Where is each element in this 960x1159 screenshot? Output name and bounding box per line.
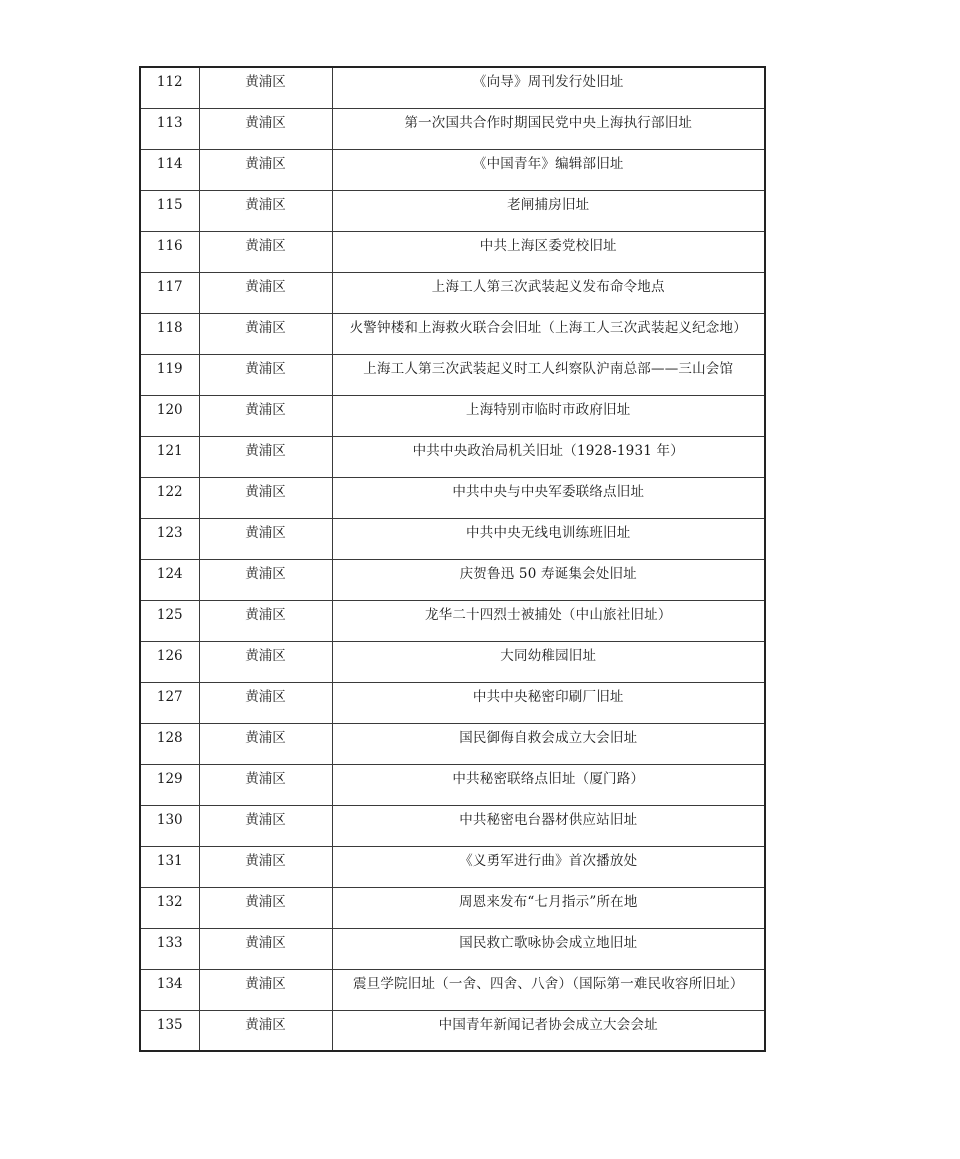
district: 黄浦区 <box>245 237 286 254</box>
table-row <box>140 67 765 108</box>
row-number-cell <box>140 723 199 764</box>
row-number: 131 <box>156 852 183 869</box>
site-name-cell <box>332 887 765 928</box>
row-number-cell <box>140 395 199 436</box>
district-cell <box>199 272 332 313</box>
district: 黄浦区 <box>245 524 286 541</box>
site-name-cell <box>332 846 765 887</box>
site-name-cell <box>332 67 765 108</box>
district-cell <box>199 67 332 108</box>
row-number: 118 <box>156 319 183 336</box>
row-number: 123 <box>156 524 183 541</box>
district: 黄浦区 <box>245 278 286 295</box>
row-number: 122 <box>156 483 183 500</box>
row-number-cell <box>140 354 199 395</box>
site-name-cell <box>332 764 765 805</box>
table-row <box>140 928 765 969</box>
site-name-cell <box>332 231 765 272</box>
row-number-cell <box>140 559 199 600</box>
site-name-cell <box>332 313 765 354</box>
site-name: 中共上海区委党校旧址 <box>479 237 617 254</box>
district-cell <box>199 313 332 354</box>
site-name: 上海特别市临时市政府旧址 <box>466 401 631 418</box>
district: 黄浦区 <box>245 934 286 951</box>
district: 黄浦区 <box>245 852 286 869</box>
table-row <box>140 313 765 354</box>
site-name: 中共中央无线电训练班旧址 <box>466 524 631 541</box>
row-number-cell <box>140 682 199 723</box>
site-name: 中共中央政治局机关旧址（1928-1931 年） <box>412 442 684 459</box>
district: 黄浦区 <box>245 74 286 90</box>
district-cell <box>199 846 332 887</box>
row-number: 125 <box>156 606 183 623</box>
district-cell <box>199 1010 332 1051</box>
row-number: 134 <box>156 975 183 992</box>
site-name-cell <box>332 969 765 1010</box>
district: 黄浦区 <box>245 606 286 623</box>
row-number-cell <box>140 477 199 518</box>
site-name-cell <box>332 928 765 969</box>
site-name: 中国青年新闻记者协会成立大会会址 <box>438 1016 658 1033</box>
row-number: 127 <box>156 688 183 705</box>
table-row <box>140 436 765 477</box>
site-name-cell <box>332 149 765 190</box>
district-cell <box>199 887 332 928</box>
district-cell <box>199 928 332 969</box>
row-number: 128 <box>156 729 183 746</box>
table-row <box>140 559 765 600</box>
row-number-cell <box>140 67 199 108</box>
site-name-cell <box>332 641 765 682</box>
site-name: 中共秘密联络点旧址（厦门路） <box>452 770 645 787</box>
row-number-cell <box>140 600 199 641</box>
row-number: 117 <box>156 278 183 295</box>
row-number: 124 <box>156 565 183 582</box>
table-row <box>140 354 765 395</box>
district: 黄浦区 <box>245 360 286 377</box>
site-name-cell <box>332 477 765 518</box>
district-cell <box>199 600 332 641</box>
district-cell <box>199 518 332 559</box>
district: 黄浦区 <box>245 811 286 828</box>
district-cell <box>199 559 332 600</box>
site-name: 第一次国共合作时期国民党中央上海执行部旧址 <box>404 114 693 131</box>
district: 黄浦区 <box>245 319 286 336</box>
district: 黄浦区 <box>245 401 286 418</box>
site-name: 国民救亡歌咏协会成立地旧址 <box>459 934 638 951</box>
site-name: 火警钟楼和上海救火联合会旧址（上海工人三次武装起义纪念地） <box>349 319 747 336</box>
site-name: 中共中央与中央军委联络点旧址 <box>452 483 645 500</box>
district: 黄浦区 <box>245 114 286 131</box>
table-row <box>140 805 765 846</box>
site-name-cell <box>332 682 765 723</box>
row-number-cell <box>140 231 199 272</box>
table-row <box>140 395 765 436</box>
site-name: 庆贺鲁迅 50 寿诞集会处旧址 <box>459 565 637 582</box>
row-number: 120 <box>156 401 183 418</box>
district-cell <box>199 395 332 436</box>
site-name-cell <box>332 600 765 641</box>
table-row <box>140 887 765 928</box>
district-cell <box>199 477 332 518</box>
row-number: 113 <box>156 114 183 131</box>
table-row <box>140 477 765 518</box>
row-number: 121 <box>156 442 183 459</box>
site-name-cell <box>332 436 765 477</box>
site-name: 大同幼稚园旧址 <box>500 647 597 664</box>
table-row <box>140 190 765 231</box>
table-row <box>140 600 765 641</box>
table-row <box>140 108 765 149</box>
district: 黄浦区 <box>245 196 286 213</box>
row-number-cell <box>140 969 199 1010</box>
row-number: 129 <box>156 770 183 787</box>
row-number-cell <box>140 641 199 682</box>
site-name-cell <box>332 395 765 436</box>
site-name: 中共秘密电台器材供应站旧址 <box>459 811 638 828</box>
site-name-cell <box>332 723 765 764</box>
district-cell <box>199 641 332 682</box>
site-name-cell <box>332 805 765 846</box>
row-number: 130 <box>156 811 183 828</box>
district-cell <box>199 805 332 846</box>
row-number: 119 <box>156 360 183 377</box>
heritage-sites-table <box>139 66 766 1052</box>
site-name: 上海工人第三次武装起义时工人纠察队沪南总部——三山会馆 <box>363 360 734 377</box>
district-cell <box>199 682 332 723</box>
row-number-cell <box>140 764 199 805</box>
district-cell <box>199 108 332 149</box>
row-number-cell <box>140 1010 199 1051</box>
district: 黄浦区 <box>245 483 286 500</box>
site-name-cell <box>332 190 765 231</box>
row-number: 135 <box>156 1016 183 1033</box>
site-name: 周恩来发布“七月指示”所在地 <box>458 893 638 910</box>
row-number-cell <box>140 518 199 559</box>
table-body <box>140 67 765 1051</box>
site-name: 《义勇军进行曲》首次播放处 <box>459 852 638 869</box>
row-number: 115 <box>156 196 183 213</box>
row-number: 114 <box>156 155 183 172</box>
district: 黄浦区 <box>245 565 286 582</box>
row-number: 116 <box>156 237 183 254</box>
table-row <box>140 231 765 272</box>
district-cell <box>199 149 332 190</box>
district: 黄浦区 <box>245 442 286 459</box>
district-cell <box>199 190 332 231</box>
table-row <box>140 272 765 313</box>
district-cell <box>199 764 332 805</box>
row-number-cell <box>140 313 199 354</box>
site-name-cell <box>332 559 765 600</box>
site-name: 《向导》周刊发行处旧址 <box>472 74 624 90</box>
site-name-cell <box>332 354 765 395</box>
row-number: 132 <box>156 893 183 910</box>
district: 黄浦区 <box>245 729 286 746</box>
district: 黄浦区 <box>245 647 286 664</box>
district-cell <box>199 231 332 272</box>
table-row <box>140 1010 765 1051</box>
row-number: 126 <box>156 647 183 664</box>
site-name: 老闸捕房旧址 <box>507 196 590 213</box>
row-number-cell <box>140 436 199 477</box>
site-name: 震旦学院旧址（一舍、四舍、八舍）（国际第一难民收容所旧址） <box>352 975 744 992</box>
site-name: 《中国青年》编辑部旧址 <box>472 155 624 172</box>
row-number-cell <box>140 928 199 969</box>
district: 黄浦区 <box>245 155 286 172</box>
table-row <box>140 518 765 559</box>
district-cell <box>199 723 332 764</box>
site-name: 中共中央秘密印刷厂旧址 <box>472 688 624 705</box>
site-name: 国民御侮自救会成立大会旧址 <box>459 729 638 746</box>
district: 黄浦区 <box>245 975 286 992</box>
district-cell <box>199 436 332 477</box>
site-name: 上海工人第三次武装起义发布命令地点 <box>431 278 665 295</box>
district: 黄浦区 <box>245 893 286 910</box>
table-row <box>140 723 765 764</box>
district-cell <box>199 354 332 395</box>
site-name-cell <box>332 272 765 313</box>
site-name: 龙华二十四烈士被捕处（中山旅社旧址） <box>424 606 672 623</box>
district: 黄浦区 <box>245 1016 286 1033</box>
district: 黄浦区 <box>245 688 286 705</box>
table-row <box>140 682 765 723</box>
site-name-cell <box>332 518 765 559</box>
site-name-cell <box>332 1010 765 1051</box>
table-row <box>140 969 765 1010</box>
row-number-cell <box>140 108 199 149</box>
table-row <box>140 846 765 887</box>
row-number-cell <box>140 805 199 846</box>
row-number-cell <box>140 149 199 190</box>
district: 黄浦区 <box>245 770 286 787</box>
row-number: 133 <box>156 934 183 951</box>
site-name-cell <box>332 108 765 149</box>
row-number-cell <box>140 272 199 313</box>
table-row <box>140 641 765 682</box>
row-number: 112 <box>156 74 183 90</box>
table-row <box>140 764 765 805</box>
row-number-cell <box>140 887 199 928</box>
table-row <box>140 149 765 190</box>
row-number-cell <box>140 190 199 231</box>
row-number-cell <box>140 846 199 887</box>
district-cell <box>199 969 332 1010</box>
